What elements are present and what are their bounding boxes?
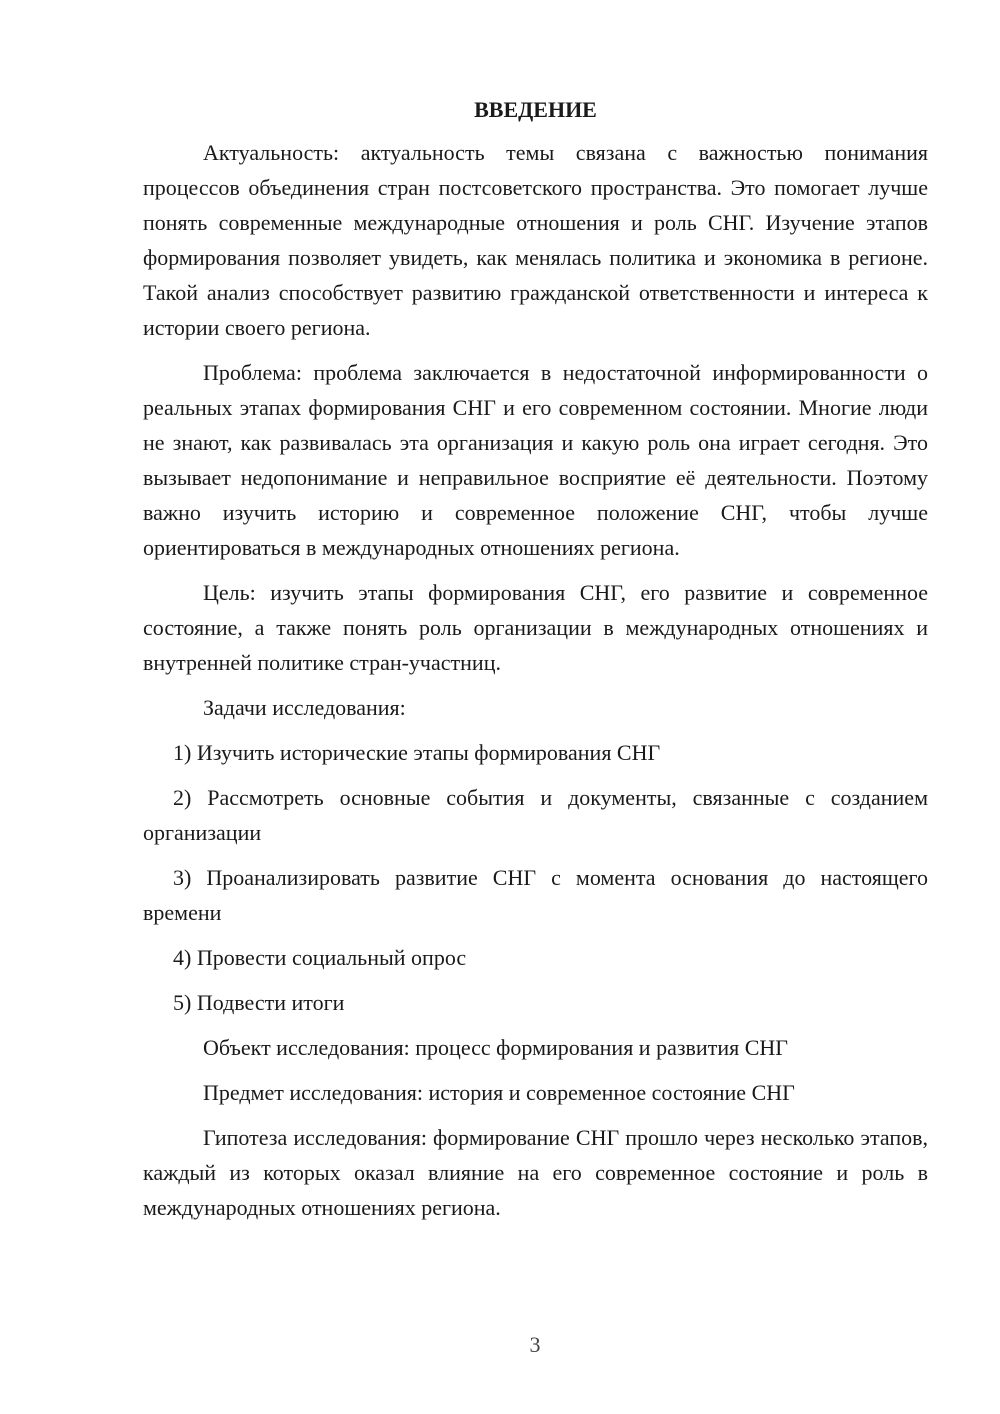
research-subject: Предмет исследования: история и современное состояние СНГ [203, 1080, 795, 1105]
task-item-5: 5) Подвести итоги [173, 990, 345, 1015]
relevance-paragraph: Актуальность: актуальность темы связана с важностью понимания процессов объединения стран постсоветского пространства. Это помогает лучше понять современные международные отношения и роль СНГ. Изучение этапов формирования позволяет увидеть, как менялась политика и экономика в регионе. Такой анализ способствует развитию гражданской ответственности и интереса к истории своего региона. [143, 140, 928, 340]
tasks-heading: Задачи исследования: [203, 695, 406, 720]
task-item-3: 3) Проанализировать развитие СНГ с момента основания до настоящего времени [143, 865, 928, 925]
section-title: ВВЕДЕНИЕ [474, 97, 597, 122]
problem-paragraph: Проблема: проблема заключается в недостаточной информированности о реальных этапах формирования СНГ и его современном состоянии. Многие люди не знают, как развивалась эта организация и какую роль она играет сегодня. Это вызывает недопонимание и неправильное восприятие её деятельности. Поэтому важно изучить историю и современное положение СНГ, чтобы лучше ориентироваться в международных отношениях региона. [143, 360, 928, 560]
goal-paragraph: Цель: изучить этапы формирования СНГ, его развитие и современное состояние, а также понять роль организации в международных отношениях и внутренней политике стран-участниц. [143, 580, 928, 675]
research-hypothesis: Гипотеза исследования: формирование СНГ прошло через несколько этапов, каждый из которых оказал влияние на его современное состояние и роль в международных отношениях региона. [143, 1125, 928, 1220]
task-item-1: 1) Изучить исторические этапы формирования СНГ [173, 740, 661, 765]
page-number: 3 [529, 1332, 541, 1357]
task-item-4: 4) Провести социальный опрос [173, 945, 467, 970]
research-object: Объект исследования: процесс формирования и развития СНГ [203, 1035, 788, 1060]
task-item-2: 2) Рассмотреть основные события и документы, связанные с созданием организации [143, 785, 928, 845]
document-page [143, 92, 928, 1235]
